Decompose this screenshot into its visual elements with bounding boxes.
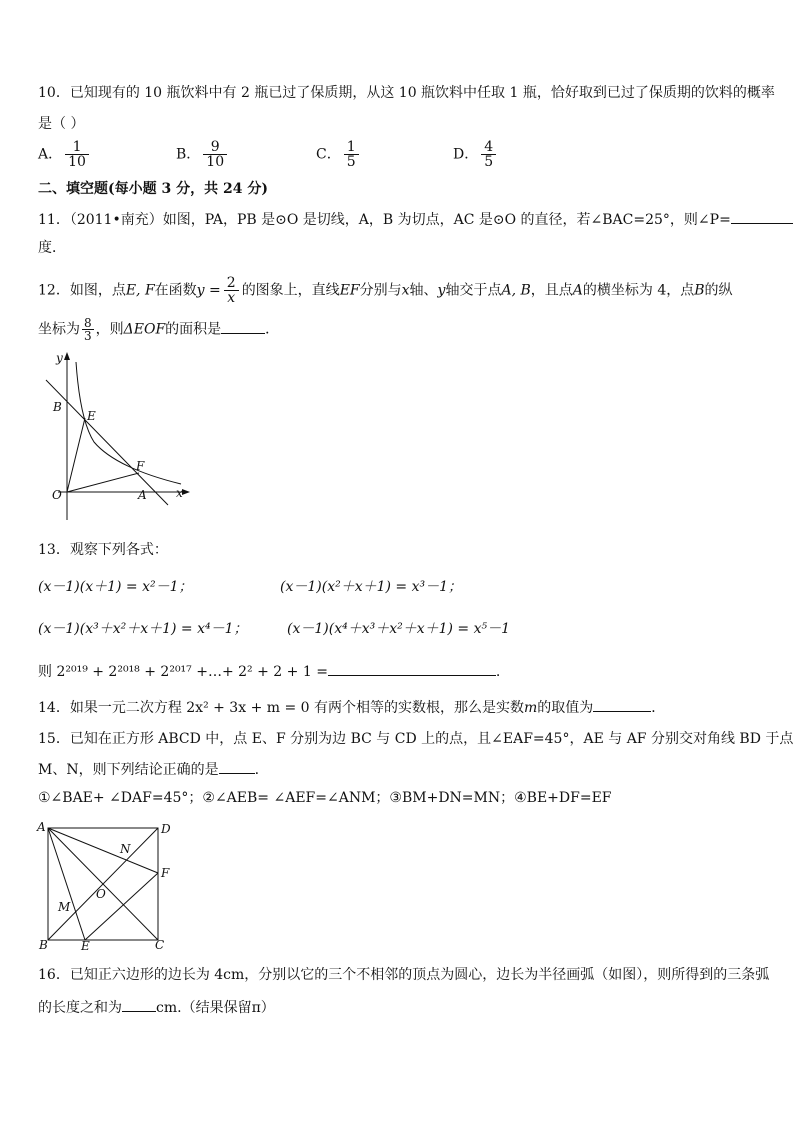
label-a: A (37, 820, 46, 834)
label-b: B (39, 938, 48, 952)
hyperbola-figure (36, 350, 196, 525)
segment-of (67, 473, 139, 492)
answer-blank[interactable] (219, 759, 255, 774)
fraction: $\frac{9}{10}$ (203, 140, 227, 169)
q15-statements: ①∠BAE+ ∠DAF=45°；②∠AEB= ∠AEF=∠ANM；③BM+DN=MN；④BE+DF=EF (38, 790, 612, 806)
q10-line2: 是（ ） (38, 116, 85, 132)
q10-option-c[interactable]: C． $\frac{1}{5}$ (316, 140, 362, 169)
q10-option-b[interactable]: B． $\frac{9}{10}$ (176, 140, 230, 169)
answer-blank[interactable] (593, 697, 651, 712)
q14-line: 14．如果一元二次方程 2x² + 3x + m = 0 有两个相等的实数根，那么是实数m的取值为 ． (38, 697, 665, 717)
q10-line1: 10．已知现有的 10 瓶饮料中有 2 瓶已过了保质期，从这 10 瓶饮料中任取 1 瓶，恰好取到已过了保质期的饮料的概率 (38, 85, 775, 101)
q12-line1: 12．如图，点E, F在函数y = $\frac{2}{x}$ 的图象上，直线EF分别与x轴、y轴交于点A, B，且点A的横坐标为 4，点B的纵 (38, 275, 733, 306)
q10-option-d[interactable]: D． $\frac{4}{5}$ (453, 140, 499, 169)
label-y: y (56, 351, 63, 365)
label-b: B (53, 400, 62, 414)
line-ef (46, 380, 168, 505)
label-f: F (136, 459, 145, 473)
q13-eq2: (x－1)(x²＋x＋1) = x³－1； (280, 579, 463, 595)
x-axis-arrow (182, 489, 190, 495)
label-d: D (161, 822, 171, 836)
q11-line2: 度． (38, 240, 66, 256)
q13-eq3: (x－1)(x³＋x²＋x＋1) = x⁴－1； (38, 621, 248, 637)
coordinate-fraction: $\frac{8}{3}$ (84, 316, 92, 343)
segment-af (48, 828, 158, 873)
square-figure (34, 816, 184, 956)
q10-option-a[interactable]: A． $\frac{1}{10}$ (38, 140, 92, 169)
fraction: $\frac{1}{10}$ (65, 140, 89, 169)
q16-line2: 的长度之和为 cm.（结果保留π） (38, 997, 275, 1017)
label-e: E (81, 939, 90, 953)
label-e: E (87, 409, 96, 423)
q13-eq1: (x－1)(x＋1) = x²－1； (38, 579, 193, 595)
answer-blank[interactable] (221, 319, 265, 334)
label-m: M (58, 900, 71, 914)
q13-eq4: (x－1)(x⁴＋x³＋x²＋x＋1) = x⁵－1 (287, 621, 511, 637)
q12-line2: 坐标为 $\frac{8}{3}$ ，则ΔEOF的面积是 ． (38, 316, 280, 343)
section-heading: 二、填空题(每小题 3 分，共 24 分) (38, 181, 268, 197)
q11-line1: 11．（2011•南充）如图，PA，PB 是⊙O 是切线，A，B 为切点，AC 是⊙O 的直径，若∠BAC=25°，则∠P= (38, 209, 793, 229)
label-n: N (120, 842, 131, 856)
segment-oe (67, 418, 85, 492)
fraction: $\frac{4}{5}$ (481, 140, 496, 169)
q13-question: 则 2²⁰¹⁹ + 2²⁰¹⁸ + 2²⁰¹⁷ +…+ 2² + 2 + 1 = . (38, 661, 500, 681)
label-o: O (96, 887, 106, 901)
label-f: F (161, 866, 170, 880)
label-a: A (138, 488, 147, 502)
answer-blank[interactable] (731, 209, 793, 224)
answer-blank[interactable] (122, 997, 156, 1012)
label-x: x (176, 486, 183, 500)
y-axis-arrow (64, 352, 70, 360)
fraction: $\frac{1}{5}$ (344, 140, 359, 169)
label-c: C (155, 938, 165, 952)
hyperbola-curve (76, 362, 181, 484)
segment-ae (48, 828, 85, 940)
answer-blank[interactable] (328, 661, 496, 676)
q15-line1: 15．已知在正方形 ABCD 中，点 E、F 分别为边 BC 与 CD 上的点，且∠EAF=45°，AE 与 AF 分别交对角线 BD 于点 (38, 731, 794, 747)
q16-line1: 16．已知正六边形的边长为 4cm，分别以它的三个不相邻的顶点为圆心，边长为半径画弧（如图），则所得到的三条弧 (38, 967, 770, 983)
segment-ef (85, 873, 158, 940)
function-fraction: $\frac{2}{x}$ (224, 276, 239, 305)
q15-line2: M、N，则下列结论正确的是 . (38, 759, 259, 779)
label-o: O (52, 488, 62, 502)
q13-title: 13．观察下列各式： (38, 542, 168, 558)
